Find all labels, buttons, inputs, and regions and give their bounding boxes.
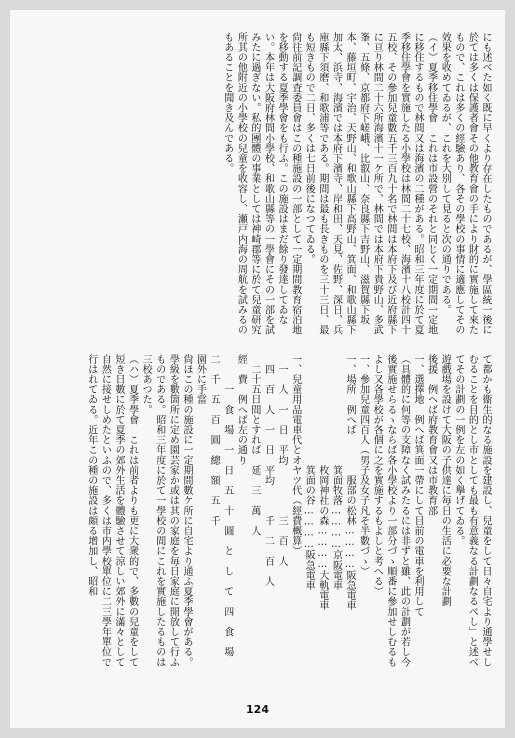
paragraph: 四 百 人 一 日 平均 千 二 百 人 <box>262 354 274 587</box>
paragraph: 一、參加兒童四百人（男子及女子凡そ半數づゝ） <box>357 354 369 577</box>
paragraph: 尙往前記調査委員會はこの種施設の一部として一定期間教育宿泊地を移動する夏季學會をも行ふ。この施設はまだ餘り發達してゐない。本年は大阪府林間小學校、和歌山縣等の一學會にその一部を試みたに過ぎない。私的團體の事業としては神崎郡等に於て兒童研究所其の他附近の小學校の兒童を收容し、瀬戸内海の周航を試みるのもあることを聞き及んである。 <box>221 32 301 335</box>
paragraph: にも述べた如く既に早くより存在したものであるが、學區統一後に於ては多くは保護者會その他教育會の手により財的に實施して來たもので、これは多くの經驗あり、各その學校の事情に適應してその效果を收めてゐるが、これを大別して見ると次の通りである。 <box>439 32 491 335</box>
paragraph: て都かも衞生的なる施設を建設し、兒童をして日々自宅より通學せしむることを目的とし市としても最も有意義なる計劃なるべし」と述べてその計劃の一例を左の如く擧げてゐる。 <box>452 354 491 668</box>
page-number: 124 <box>246 703 269 716</box>
top-text-block <box>22 32 492 344</box>
paragraph: 二十五日間とすれば 延 三 萬 人 <box>248 354 260 536</box>
paragraph: 一、選擇地 例へば箕面一帶にして目前の電車を利用して <box>412 354 424 617</box>
paragraph: 一、場所 例へば 服部の松林…………阪急電車 <box>344 354 356 611</box>
paragraph: 一 人 一 日 平均 三 百 人 <box>276 354 288 567</box>
bottom-text-block <box>22 354 492 672</box>
paragraph: 一、兒童用品電車代とオヤツ代（經費概算） <box>289 354 301 556</box>
paragraph: 箕面牧落…………京阪電車 <box>330 354 342 591</box>
paragraph: 尙ほこの種の施設に一定期間數ケ所に自宅より通ふ夏季學會がある。學級を數箇所に定め園芸家か或は其の家庭を毎日家庭に開放して行ふものである。昭和三年度に於て一學校の間にこれを實施したるものは三校あつた。 <box>140 354 192 668</box>
paragraph: （ハ）夏季學會 これは前者よりも更に大衆的で、多數の兒童をして短き日數に於て夏季の郊外生活を體驗させて涼しい郊外に滿々として自然に接せしめたといふので、多くは市内學校單位に二三學年單位で行はれてゐる。近年この種の施設は頗る增加し、昭和 <box>85 354 138 668</box>
document-page <box>10 10 505 728</box>
paragraph: 經 費 例へば左の通り <box>235 354 247 466</box>
paragraph: 枚岡神社の森…………大軌電車 <box>316 354 328 611</box>
paragraph: 園外に手當 <box>194 354 206 405</box>
paragraph: 遊戲場を設けて大阪の子供達に毎日の生活に必要な計劃 <box>439 354 451 607</box>
paragraph: 箕面の谷…………阪急電車 <box>303 354 315 591</box>
paragraph: （イ）夏季移住學會 これは市設營のそれと同じく一定期間一定地に移住するもので林間又は海濱の二種がある。昭和三年度に於て夏季移住學會を實施したる小學校は林間二十七校、海濱十八校計四十五校、その參加兒童數五千三百九十名で林間は本府下及び近府縣下に亘り林間二十六所海濱十一ケ所で、林間では本府下貴野山、多武峯、五條、京都府下嵯峨、比叡山、奈良縣下吉野山、滋賀縣下坂本、藤垣町、宇治、天野山、和歌山縣下高野山、箕面、和歌山縣下加太、浜寺、海濱では本府下濱寺、岸和田、天見、佐野、深日、兵庫縣下須磨、和歌浦等である。期間は最も長きものを三十三日、最も短きもので二日、多くは七日前後になつてゐる。 <box>303 32 437 335</box>
paragraph: 後援 例へば府教育會又は市教育部 <box>425 354 437 516</box>
paragraph: 一 食 場 一 日 五 十 圓 と し て 四 食 場 二 千 五 百 圓 總 額 五 千 <box>208 354 233 668</box>
paragraph: （具體的に何等の支障なく試みたるには非ずと雖、此の計劃が若し今後實施せらるゝならば各小學校より一部分づゝ順番に參加せしむるもよし又各學校が各個に之を實施するもよしと考へる） <box>371 354 410 668</box>
